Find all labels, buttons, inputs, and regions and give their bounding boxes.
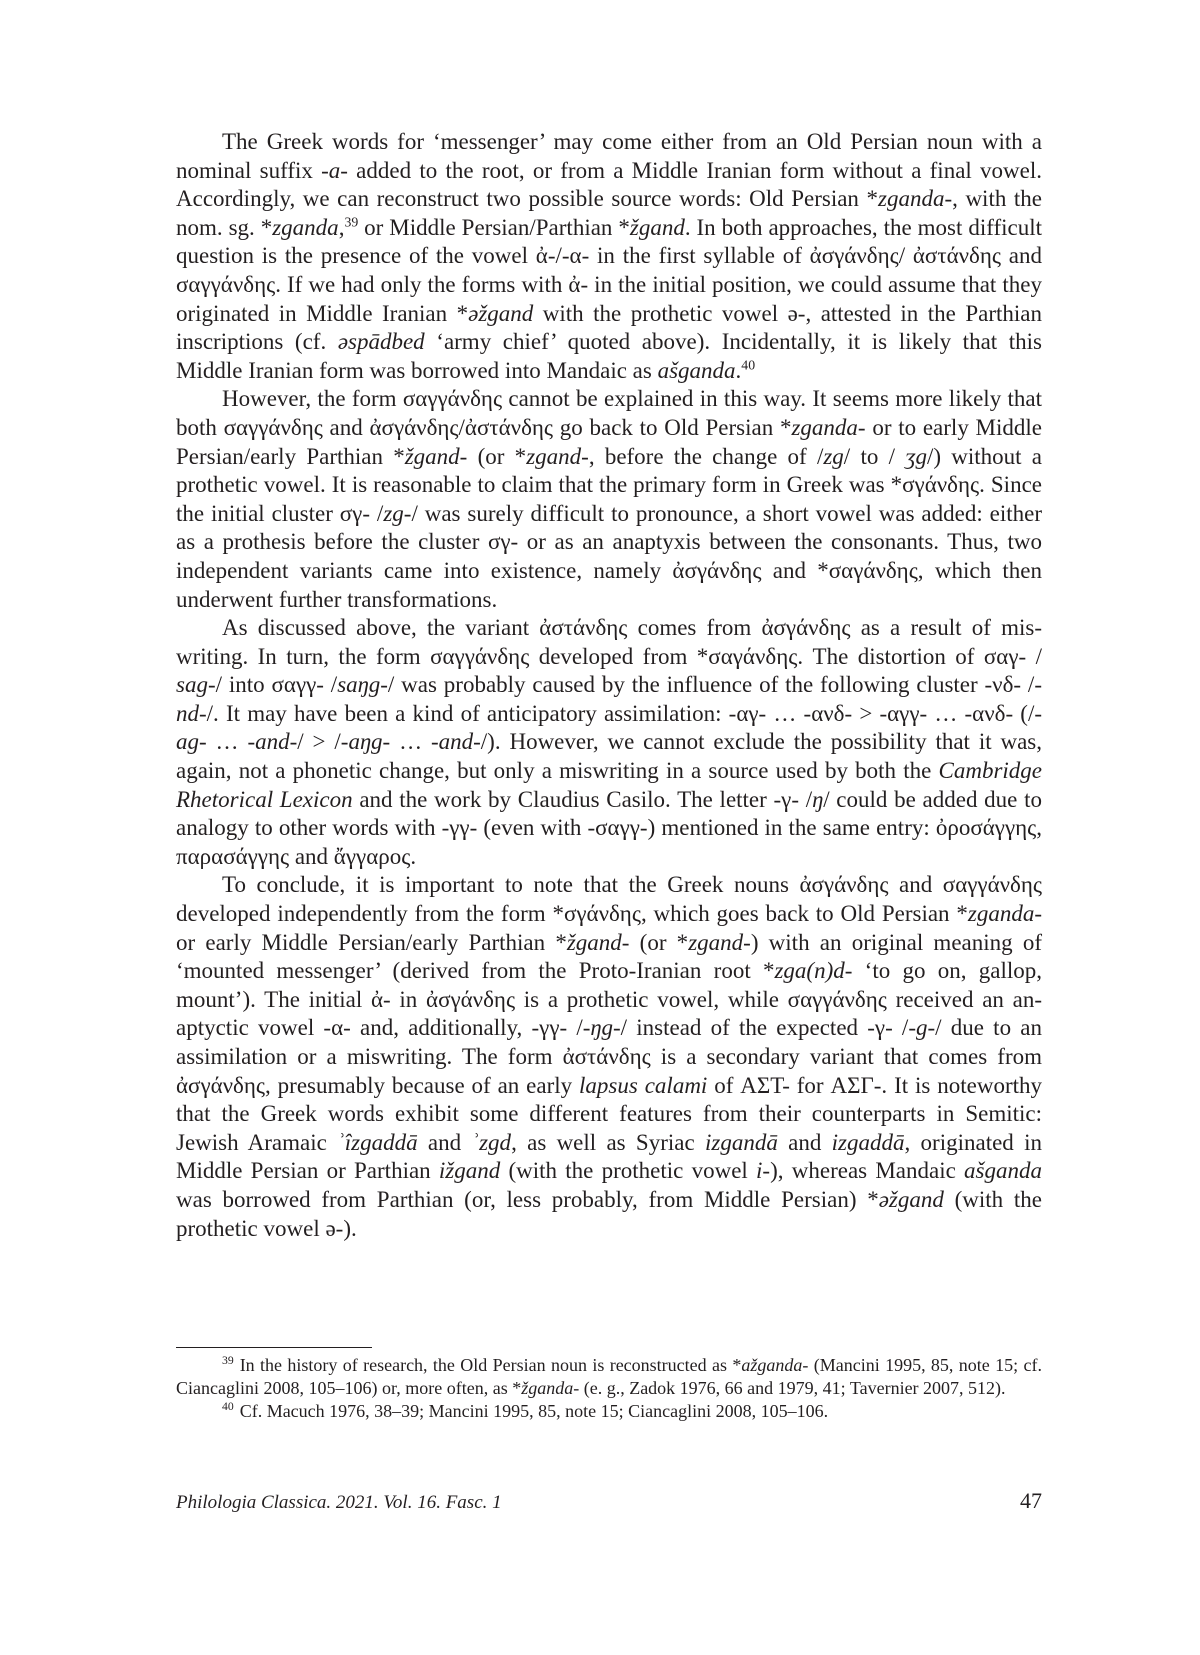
text-run: ), whereas Mandaic [770,1158,965,1184]
italic-term: ʾzgd [471,1129,512,1155]
italic-term: zganda [272,214,339,240]
text-run: ) with an original meaning of ‘mounted messenger’ (derived from the Proto-Iranian root * [176,929,1042,984]
text-run: However, the form σαγγάνδης cannot be explained in this way. It seems more likely that both σαγγάνδης and ἀσγάνδης/ἀστάνδης go back to Old Persian * [176,386,1042,440]
text-run: /). However, we cannot exclude the possibility that it was, again, not a phonetic change, but only a miswriting in a source used by both the [176,729,1042,784]
text-run: The Greek words for ‘messenger’ may come either from an Old Persian noun with a nominal suffix [176,129,1042,183]
italic-term: žgand- [566,929,630,955]
italic-term: əspādbed [337,329,425,355]
text-run: /. It may have been a kind of anticipatory assimilation: -αγ- … -ανδ- > -αγγ- … -ανδ- (/ [206,700,1035,726]
italic-term: zg [823,443,844,469]
italic-term: saŋg- [337,672,388,698]
italic-term: -and- [430,729,481,755]
page-number: 47 [1020,1488,1042,1513]
italic-term: ŋ [812,786,824,812]
text-run: with the prothetic vowel ə-, attested in the Parthian inscriptions (cf. [176,300,1042,355]
text-run: ‘to go on, gallop, mount’). The initial ἀ- in ἀσγάνδης is a prothetic vowel, while σαγγάνδης received an anaptyctic vowel -α- and, additionally, -γγ- / [176,958,1042,1041]
text-run: As discussed above, the variant ἀστάνδης comes from ἀσγάνδης as a result of miswriting. In turn, the form σαγγάνδης developed from *σαγάνδης. The distortion of σαγ- / [176,615,1042,669]
italic-term: ažganda- [741,1355,809,1375]
italic-term: zganda- [967,901,1042,927]
text-run: of ΑΣΤ- for ΑΣΓ-. It is noteworthy that the Greek words exhibit some different features from their counterparts in Semitic: Jewish Aramaic [176,1072,1042,1155]
italic-term: ašganda [657,357,736,383]
paragraph [176,614,1042,871]
italic-term: -ag- [176,700,1042,755]
text-run: /) without a prothetic vowel. It is reasonable to claim that the primary form in Greek was *σγάνδης. Since the initial cluster σγ- / [176,443,1042,526]
italic-term: ʒg [905,443,927,469]
text-run: ‘army chief’ quoted above). Incidentally, it is likely that this Middle Iranian form was borrowed into Mandaic as [176,329,1043,383]
text-run: (or * [629,929,689,955]
text-run: To conclude, it is important to note that the Greek nouns ἀσγάνδης and σαγγάνδης developed independently from the form *σγάνδης, which goes back to Old Persian * [176,872,1042,927]
italic-term: zga(n)d- [774,958,853,984]
text-run: (or * [467,443,527,469]
text-run: / into σαγγ- / [215,672,338,698]
text-run: , [338,214,345,240]
italic-term: i- [756,1158,771,1184]
italic-term: əžgand [468,300,534,326]
footnote-ref: 40 [741,357,756,373]
text-run: and [417,1129,472,1155]
italic-term: ašganda [964,1158,1042,1184]
text-run: / could be added due to analogy to other words with -γγ- (even with -σαγγ-) mentioned in the same entry: ὀροσάγγης, παρασάγγης and ἄγγαρος. [176,786,1042,869]
italic-term: izgaddā [831,1129,905,1155]
footnote [176,1400,1042,1423]
italic-term: zgand- [526,443,589,469]
paragraph [176,385,1042,614]
footnote-ref: 39 [222,1354,234,1367]
main-text [176,128,1042,1243]
italic-term: žgand- [404,443,468,469]
text-run: , with the nom. sg. * [176,186,1042,240]
paragraph [176,871,1042,1243]
text-run: Cf. Macuch 1976, 38–39; Mancini 1995, 85, note 15; Ciancaglini 2008, 105–106. [239,1401,829,1421]
text-run: … [206,729,248,755]
italic-term: -ŋg- [582,1015,621,1041]
paragraph [176,128,1042,385]
text-run: (Mancini 1995, 85, note 15; cf. Ciancaglini 2008, 105–106) or, more often, as * [176,1355,1042,1398]
footnote-ref: 40 [222,1400,234,1413]
text-run: / instead of the expected -γ- / [620,1015,909,1041]
text-run: , originated in Middle Persian or Parthian [176,1129,1042,1184]
footnote-rule [176,1347,372,1348]
text-run: … [390,729,431,755]
text-run: or Middle Persian/Parthian * [358,214,630,240]
text-run: / > / [297,729,341,755]
italic-term: ižgand [438,1158,501,1184]
italic-term: -nd- [176,672,1042,726]
italic-term: izgandā [705,1129,778,1155]
text-run: and the work by Claudius Casilo. The letter -γ- / [352,786,813,812]
text-run: / was surely difficult to pronounce, a short vowel was added: either as a prothesis before the cluster σγ- or as an anaptyxis between the consonants. Thus, two independent variants came into existence, namely ἀσγάνδης and *σαγάνδης, which then underwent further transformations. [176,500,1043,612]
text-run: . [735,357,742,383]
italic-term: -g- [908,1015,936,1041]
text-run: . In both approaches, the most difficult question is the presence of the vowel ἀ-/-α- in the first syllable of ἀσγάνδης/ ἀστάνδης and σαγγάνδης. If we had only the forms with ἀ- in the initial position, we could assume that they originated in Middle Iranian * [176,214,1042,326]
footnote-ref: 39 [344,214,359,230]
italic-term: -and- [247,729,298,755]
text-run: or to early Middle Persian/early Parthian * [176,414,1042,469]
footnote [176,1354,1042,1400]
text-run: / to / [843,443,906,469]
text-run: , as well as Syriac [511,1129,705,1155]
italic-term: zganda- [791,414,866,440]
running-title: Philologia Classica. 2021. Vol. 16. Fasc. 1 [176,1492,502,1513]
text-run: added to the root, or from a Middle Iranian form without a final vowel. Accordingly, we can reconstruct two possible source words: Old Persian * [176,157,1042,212]
italic-term: zganda- [878,186,953,212]
text-run: and [777,1129,832,1155]
text-run: was borrowed from Parthian (or, less probably, from Middle Persian) * [176,1186,879,1212]
italic-term: əžgand [878,1186,944,1212]
italic-term: žgand [629,214,685,240]
italic-term: -a- [321,157,348,183]
italic-term: Cambridge Rhetorical Lexicon [176,758,1042,812]
italic-term: žganda- [521,1378,580,1398]
text-run: In the history of research, the Old Persian noun is reconstructed as * [239,1355,742,1375]
italic-term: zgand- [688,929,751,955]
text-run: or early Middle Persian/early Parthian * [176,929,567,955]
italic-term: sag- [176,672,216,698]
italic-term: lapsus calami [579,1072,708,1098]
text-run: (with the prothetic vowel ə-). [176,1186,1042,1241]
text-run: (with the prothetic vowel [500,1158,757,1184]
footnotes [176,1354,1042,1423]
italic-term: zg- [383,500,412,526]
text-run: , before the change of / [588,443,824,469]
text-run: / was probably caused by the influence of the following cluster -νδ- / [387,672,1035,698]
text-run: / due to an assimilation or a miswriting. The form ἀστάνδης is a secondary variant that comes from ἀσγάνδης, presumably because of an early [176,1015,1042,1098]
italic-term: ʾîzgaddā [337,1129,418,1155]
italic-term: -aŋg- [340,729,391,755]
text-run: (e. g., Zadok 1976, 66 and 1979, 41; Tavernier 2007, 512). [579,1378,1006,1398]
